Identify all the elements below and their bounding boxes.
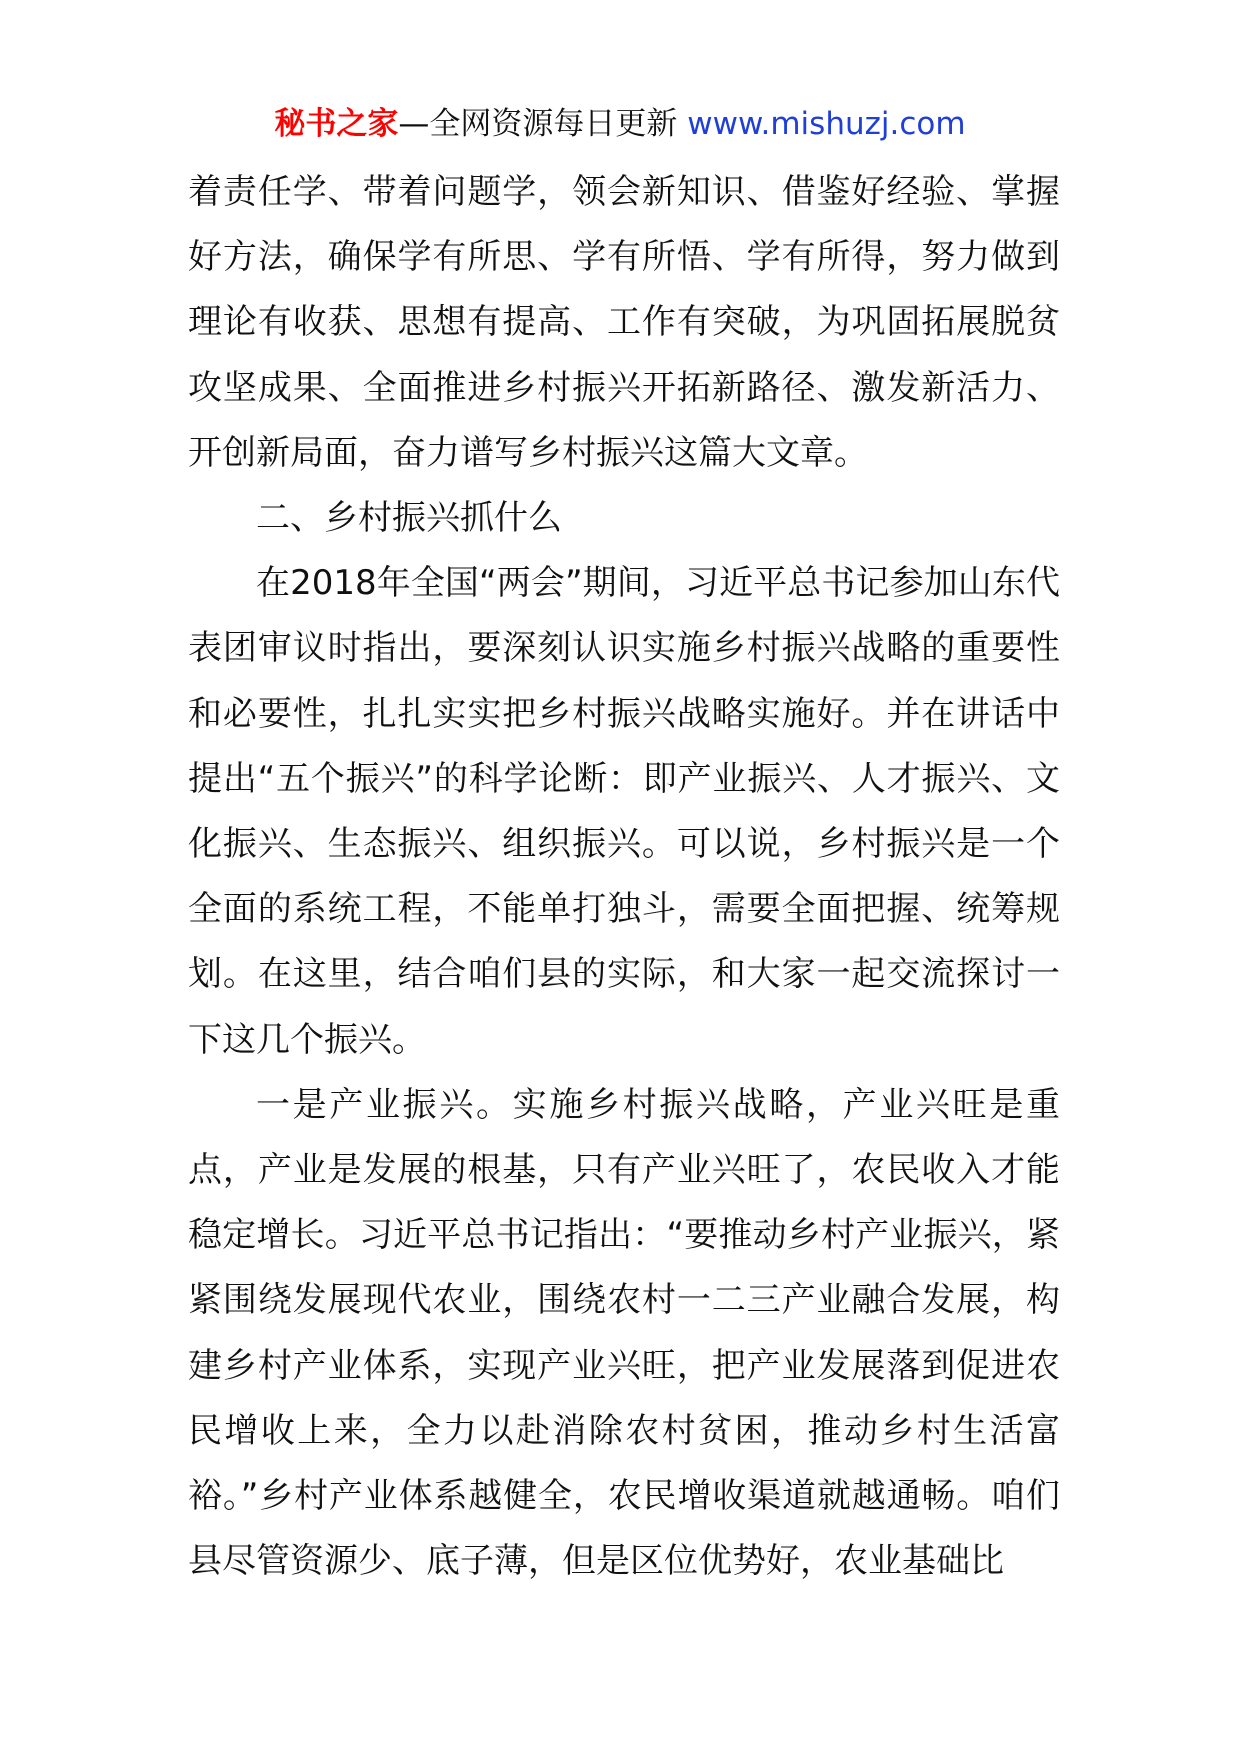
- paragraph: 一是产业振兴。实施乡村振兴战略，产业兴旺是重点，产业是发展的根基，只有产业兴旺了，农民收入才能稳定增长。习近平总书记指出：“要推动乡村产业振兴，紧紧围绕发展现代农业，围绕农村一二三产业融合发展，构建乡村产业体系，实现产业兴旺，把产业发展落到促进农民增收上来，全力以赴消除农村贫困，推动乡村生活富裕。”乡村产业体系越健全，农民增收渠道就越通畅。咱们县尽管资源少、底子薄，但是区位优势好，农业基础比: [188, 1084, 1060, 1582]
- page-header: [0, 104, 1240, 144]
- paragraph-continuation: 着责任学、带着问题学，领会新知识、借鉴好经验、掌握好方法，确保学有所思、学有所悟、学有所得，努力做到理论有收获、思想有提高、工作有突破，为巩固拓展脱贫攻坚成果、全面推进乡村振兴开拓新路径、激发新活力、开创新局面，奋力谱写乡村振兴这篇大文章。: [188, 172, 1060, 473]
- paragraph: 在2018年全国“两会”期间，习近平总书记参加山东代表团审议时指出，要深刻认识实施乡村振兴战略的重要性和必要性，扎扎实实把乡村振兴战略实施好。并在讲话中提出“五个振兴”的科学论断：即产业振兴、人才振兴、文化振兴、生态振兴、组织振兴。可以说，乡村振兴是一个全面的系统工程，不能单打独斗，需要全面把握、统筹规划。在这里，结合咱们县的实际，和大家一起交流探讨一下这几个振兴。: [188, 563, 1060, 1060]
- section-heading: 二、乡村振兴抓什么: [256, 498, 562, 539]
- header-site-link[interactable]: www.mishuzj.com: [687, 106, 966, 142]
- document-body: [188, 160, 1060, 1594]
- header-brand: 秘书之家: [274, 106, 399, 142]
- header-tagline: —全网资源每日更新: [398, 106, 688, 142]
